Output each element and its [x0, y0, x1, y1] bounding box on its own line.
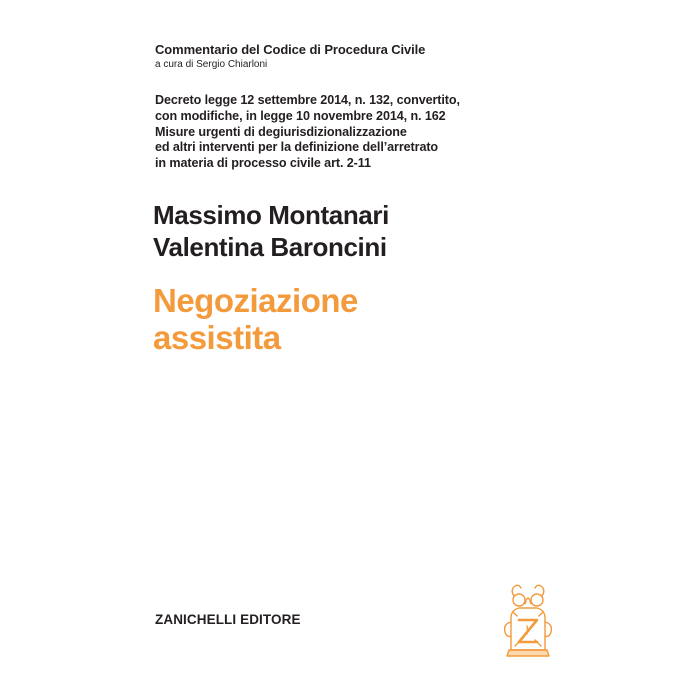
publisher-name: ZANICHELLI EDITORE	[155, 612, 301, 627]
decree-line: Decreto legge 12 settembre 2014, n. 132, convertito,	[155, 93, 460, 107]
decree-line: in materia di processo civile art. 2-11	[155, 156, 371, 171]
series-editor: a cura di Sergio Chiarloni	[155, 59, 268, 70]
series-title: Commentario del Codice di Procedura Civile	[155, 42, 426, 57]
author-name: Massimo Montanari	[153, 200, 389, 230]
decree-line: con modifiche, in legge 10 novembre 2014, n. 162	[155, 108, 446, 123]
decree-line: Misure urgenti di degiurisdizionalizzazione	[155, 124, 407, 139]
book-title	[153, 282, 358, 356]
book-title-line: Negoziazione	[153, 282, 358, 319]
book-title-line: assistita	[153, 319, 281, 356]
authors-block	[153, 199, 389, 263]
author-name: Valentina Baroncini	[153, 232, 387, 262]
series-block	[155, 42, 635, 71]
zanichelli-emblem-icon	[497, 582, 559, 658]
decree-block	[155, 93, 595, 172]
decree-line: ed altri interventi per la definizione dell’arretrato	[155, 140, 439, 155]
